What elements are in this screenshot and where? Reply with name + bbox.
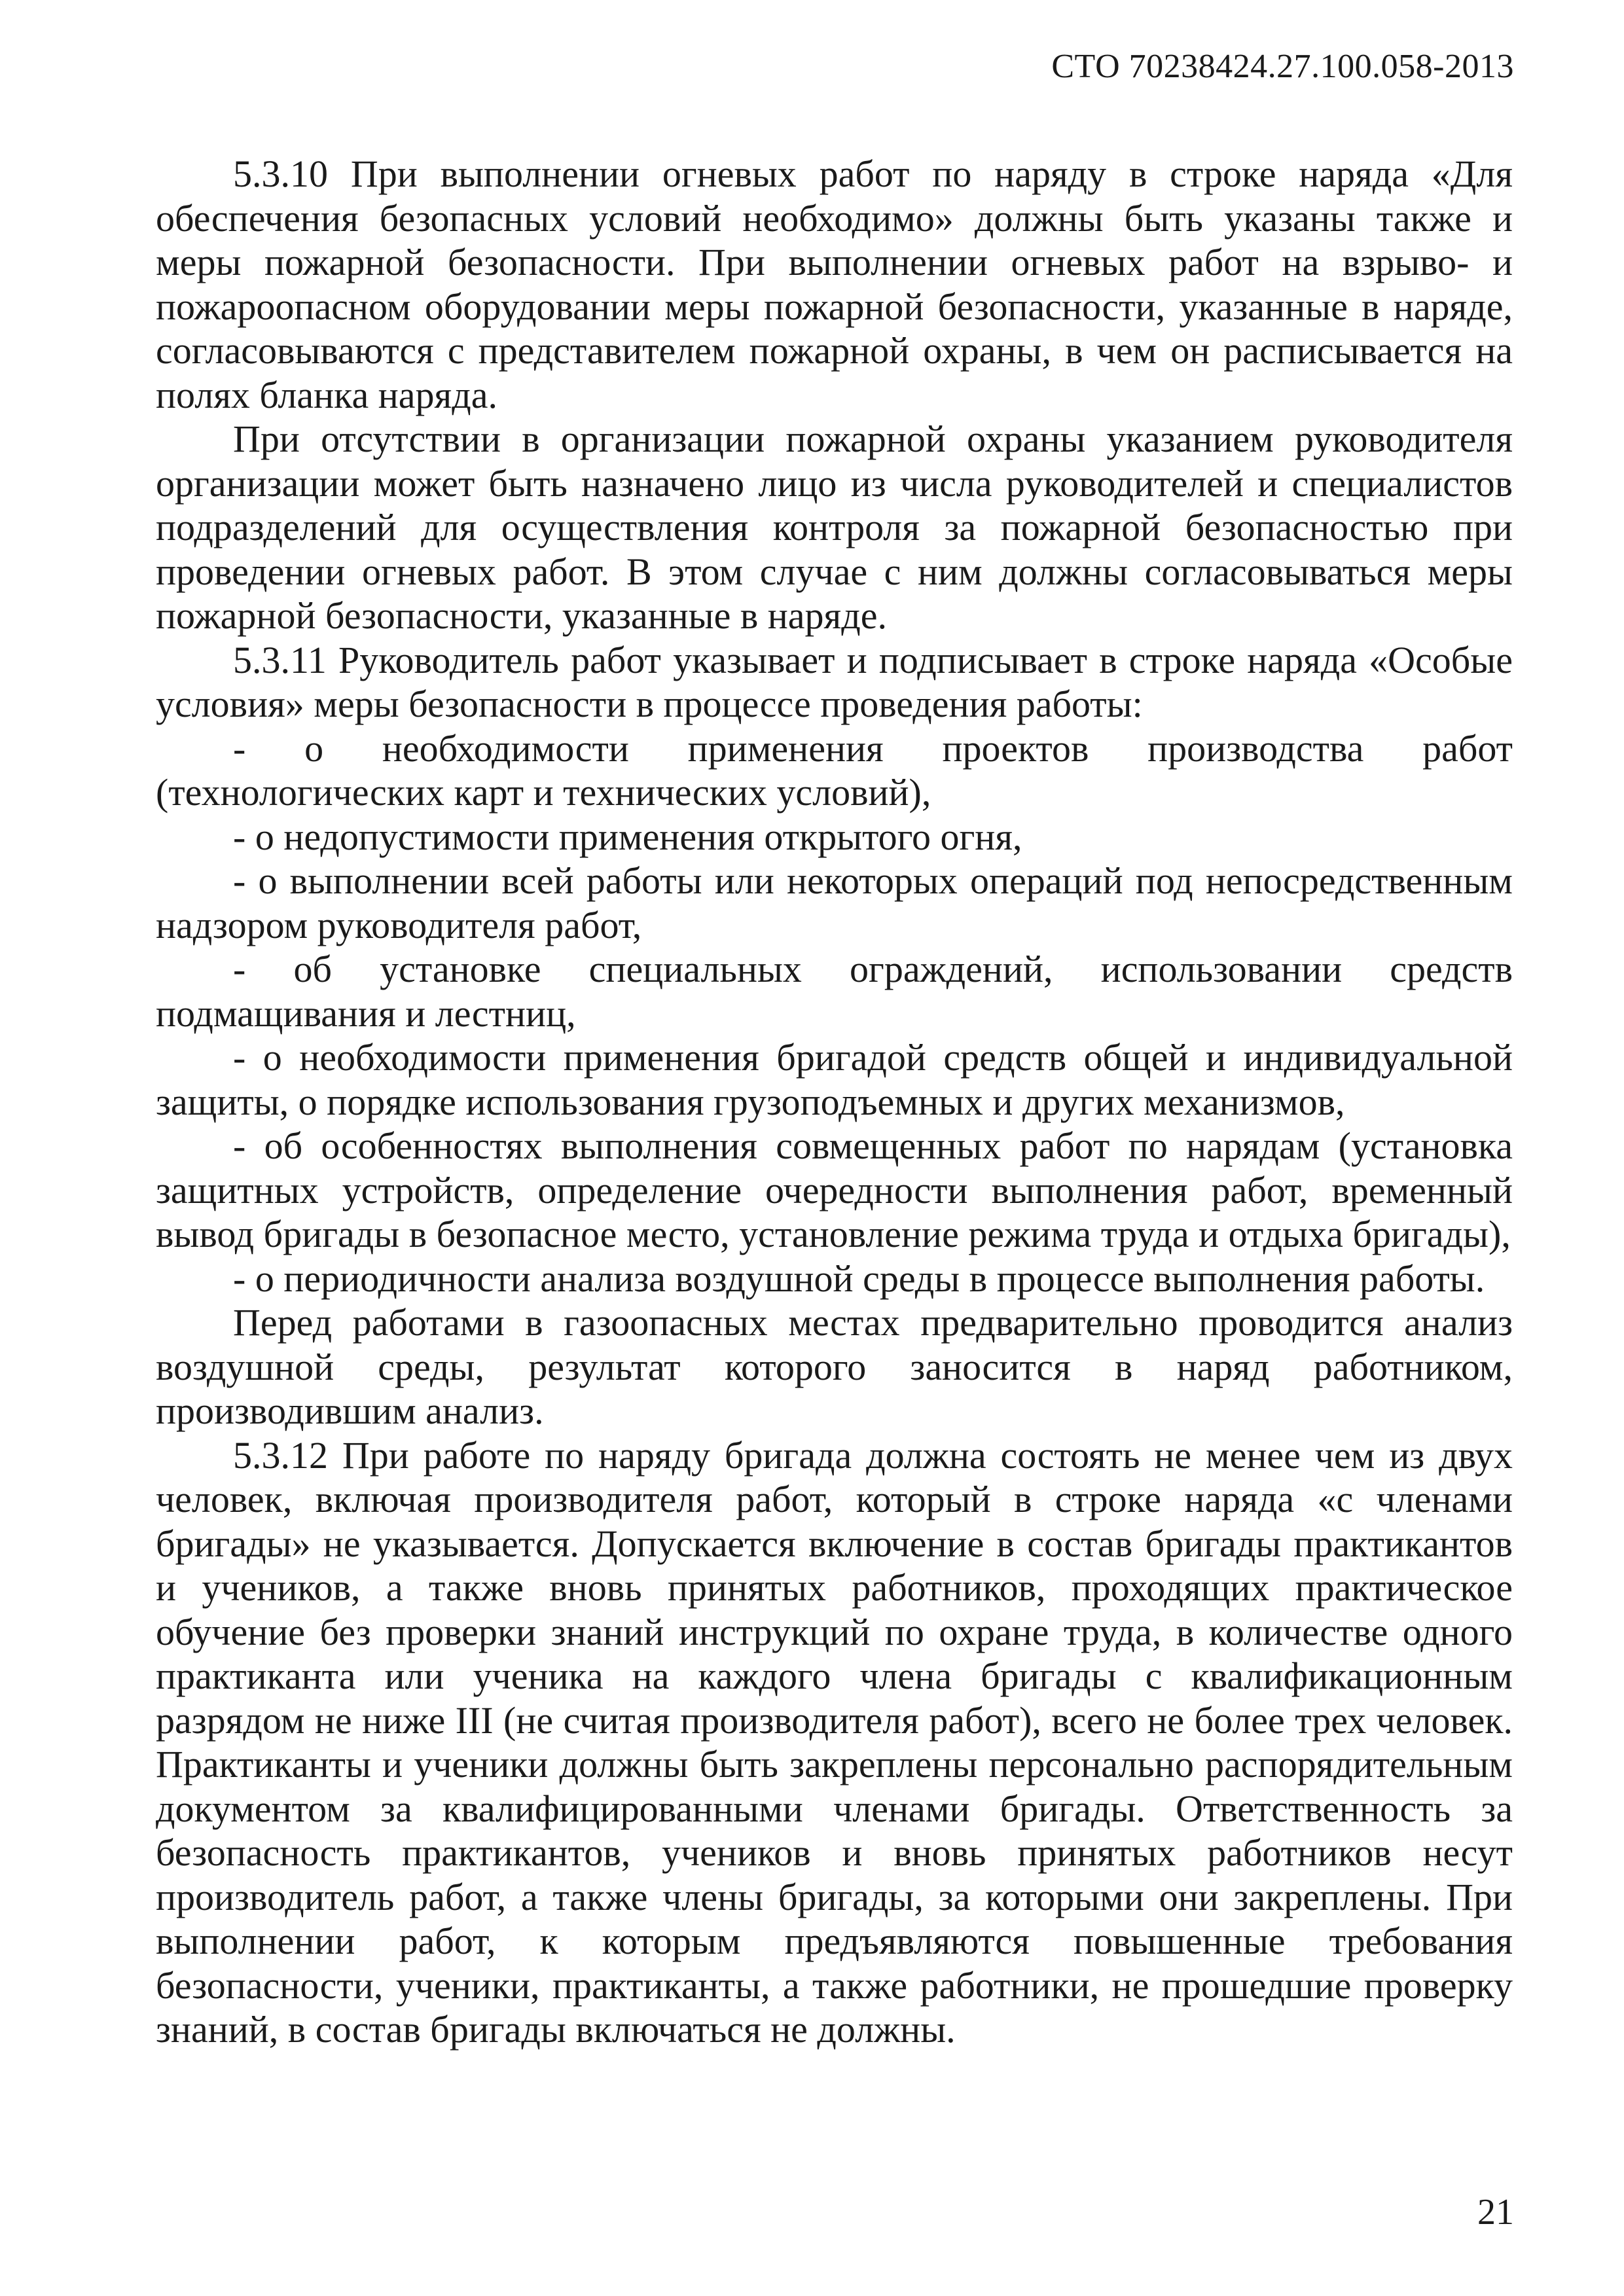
paragraph-5-3-11: 5.3.11 Руководитель работ указывает и подписывает в строке наряда «Особые условия» меры безопасности в процессе проведения работы: [156, 638, 1513, 725]
list-item: - о необходимости применения бригадой средств общей и индивидуальной защиты, о порядке использования грузоподъемных и других механизмов, [156, 1036, 1513, 1123]
list-item: - о выполнении всей работы или некоторых операций под непосредственным надзором руководителя работ, [156, 859, 1513, 946]
page-number: 21 [1477, 2192, 1514, 2233]
list-item: - об особенностях выполнения совмещенных работ по нарядам (установка защитных устройств, определение очередности выполнения работ, временный вывод бригады в безопасное место, установление режима труда и отдыха бригады), [156, 1124, 1513, 1255]
list-item: - о периодичности анализа воздушной среды в процессе выполнения работы. [233, 1257, 1485, 1300]
list-item: - об установке специальных ограждений, использовании средств подмащивания и лестниц, [156, 948, 1513, 1035]
paragraph-gas-hazard-analysis: Перед работами в газоопасных местах предварительно проводится анализ воздушной среды, результат которого заносится в наряд работником, производившим анализ. [156, 1301, 1513, 1432]
list-item: - о необходимости применения проектов производства работ (технологических карт и технических условий), [156, 726, 1513, 814]
paragraph-5-3-12: 5.3.12 При работе по наряду бригада должна состоять не менее чем из двух человек, включая производителя работ, который в строке наряда «с членами бригады» не указывается. Допускается включение в состав бригады практикантов и учеников, а также вновь принятых работников, проходящих практическое обучение без проверки знаний инструкций по охране труда, в количестве одного практиканта или ученика на каждого члена бригады с квалификационным разрядом не ниже III (не считая производителя работ), всего не более трех человек. Практиканты и ученики должны быть закреплены персонально распорядительным документом за квалифицированными членами бригады. Ответственность за безопасность практикантов, учеников и вновь принятых работников несут производитель работ, а также члены бригады, за которыми они закреплены. При выполнении работ, к которым предъявляются повышенные требования безопасности, ученики, практиканты, а также работники, не прошедшие проверку знаний, в состав бригады включаться не должны. [156, 1433, 1513, 2051]
document-code: СТО 70238424.27.100.058-2013 [1051, 48, 1514, 85]
paragraph-5-3-10: 5.3.10 При выполнении огневых работ по наряду в строке наряда «Для обеспечения безопасных условий необходимо» должны быть указаны также и меры пожарной безопасности. При выполнении огневых работ на взрыво- и пожароопасном оборудовании меры пожарной безопасности, указанные в наряде, согласовываются с представителем пожарной охраны, в чем он расписывается на полях бланка наряда. [156, 152, 1513, 416]
paragraph-fire-safety-supervisor: При отсутствии в организации пожарной охраны указанием руководителя организации может быть назначено лицо из числа руководителей и специалистов подразделений для осуществления контроля за пожарной безопасностью при проведении огневых работ. В этом случае с ним должны согласовываться меры пожарной безопасности, указанные в наряде. [156, 418, 1513, 637]
list-item: - о недопустимости применения открытого огня, [233, 815, 1022, 858]
body-text [156, 152, 1513, 2052]
